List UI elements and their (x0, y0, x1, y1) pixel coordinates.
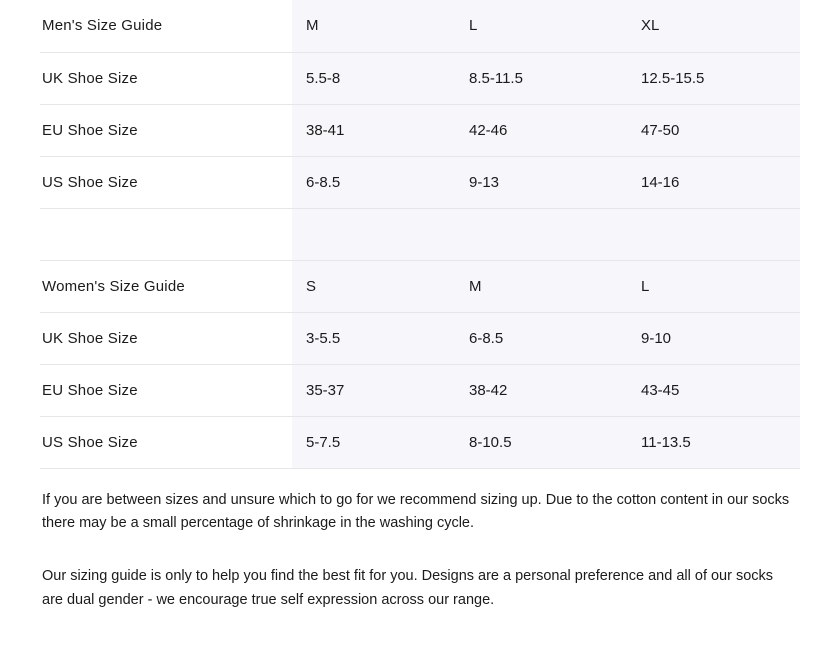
sizing-note-primary: If you are between sizes and unsure which to go for we recommend sizing up. Due to the cotton content in our socks there may be a small percentage of shrinkage in the washing cycle. (42, 491, 790, 531)
row-label: EU Shoe Size (40, 104, 292, 156)
row-value: 8-10.5 (455, 416, 627, 468)
row-value: 14-16 (627, 156, 800, 208)
table-row (40, 156, 800, 208)
table-row (40, 312, 800, 364)
spacer-cell (627, 208, 800, 260)
spacer-cell (292, 208, 455, 260)
spacer-cell (40, 208, 292, 260)
mens-size-guide-table (40, 0, 800, 469)
column-header-size: L (455, 0, 627, 52)
row-label: UK Shoe Size (40, 312, 292, 364)
row-value: 8.5-11.5 (455, 52, 627, 104)
table-spacer-row (40, 208, 800, 260)
mens-size-guide-title: Men's Size Guide (40, 0, 292, 52)
womens-size-guide-title: Women's Size Guide (40, 260, 292, 312)
sizing-notes (40, 489, 800, 613)
row-label: EU Shoe Size (40, 364, 292, 416)
table-header-row (40, 260, 800, 312)
spacer-cell (455, 208, 627, 260)
column-header-size: S (292, 260, 455, 312)
column-header-size: XL (627, 0, 800, 52)
row-value: 9-13 (455, 156, 627, 208)
row-value: 3-5.5 (292, 312, 455, 364)
column-header-size: L (627, 260, 800, 312)
table-row (40, 416, 800, 468)
row-value: 12.5-15.5 (627, 52, 800, 104)
table-row (40, 52, 800, 104)
column-header-size: M (455, 260, 627, 312)
table-row (40, 104, 800, 156)
row-value: 6-8.5 (455, 312, 627, 364)
row-value: 38-41 (292, 104, 455, 156)
row-value: 35-37 (292, 364, 455, 416)
table-row (40, 364, 800, 416)
table-header-row (40, 0, 800, 52)
row-label: UK Shoe Size (40, 52, 292, 104)
row-value: 5-7.5 (292, 416, 455, 468)
row-value: 38-42 (455, 364, 627, 416)
row-value: 9-10 (627, 312, 800, 364)
row-value: 5.5-8 (292, 52, 455, 104)
row-value: 43-45 (627, 364, 800, 416)
row-value: 42-46 (455, 104, 627, 156)
row-value: 6-8.5 (292, 156, 455, 208)
row-value: 11-13.5 (627, 416, 800, 468)
sizing-note-secondary: Our sizing guide is only to help you find the best fit for you. Designs are a personal preference and all of our socks are dual gender - we encourage true self expression across our range. (42, 568, 774, 608)
column-header-size: M (292, 0, 455, 52)
row-label: US Shoe Size (40, 156, 292, 208)
row-value: 47-50 (627, 104, 800, 156)
row-label: US Shoe Size (40, 416, 292, 468)
